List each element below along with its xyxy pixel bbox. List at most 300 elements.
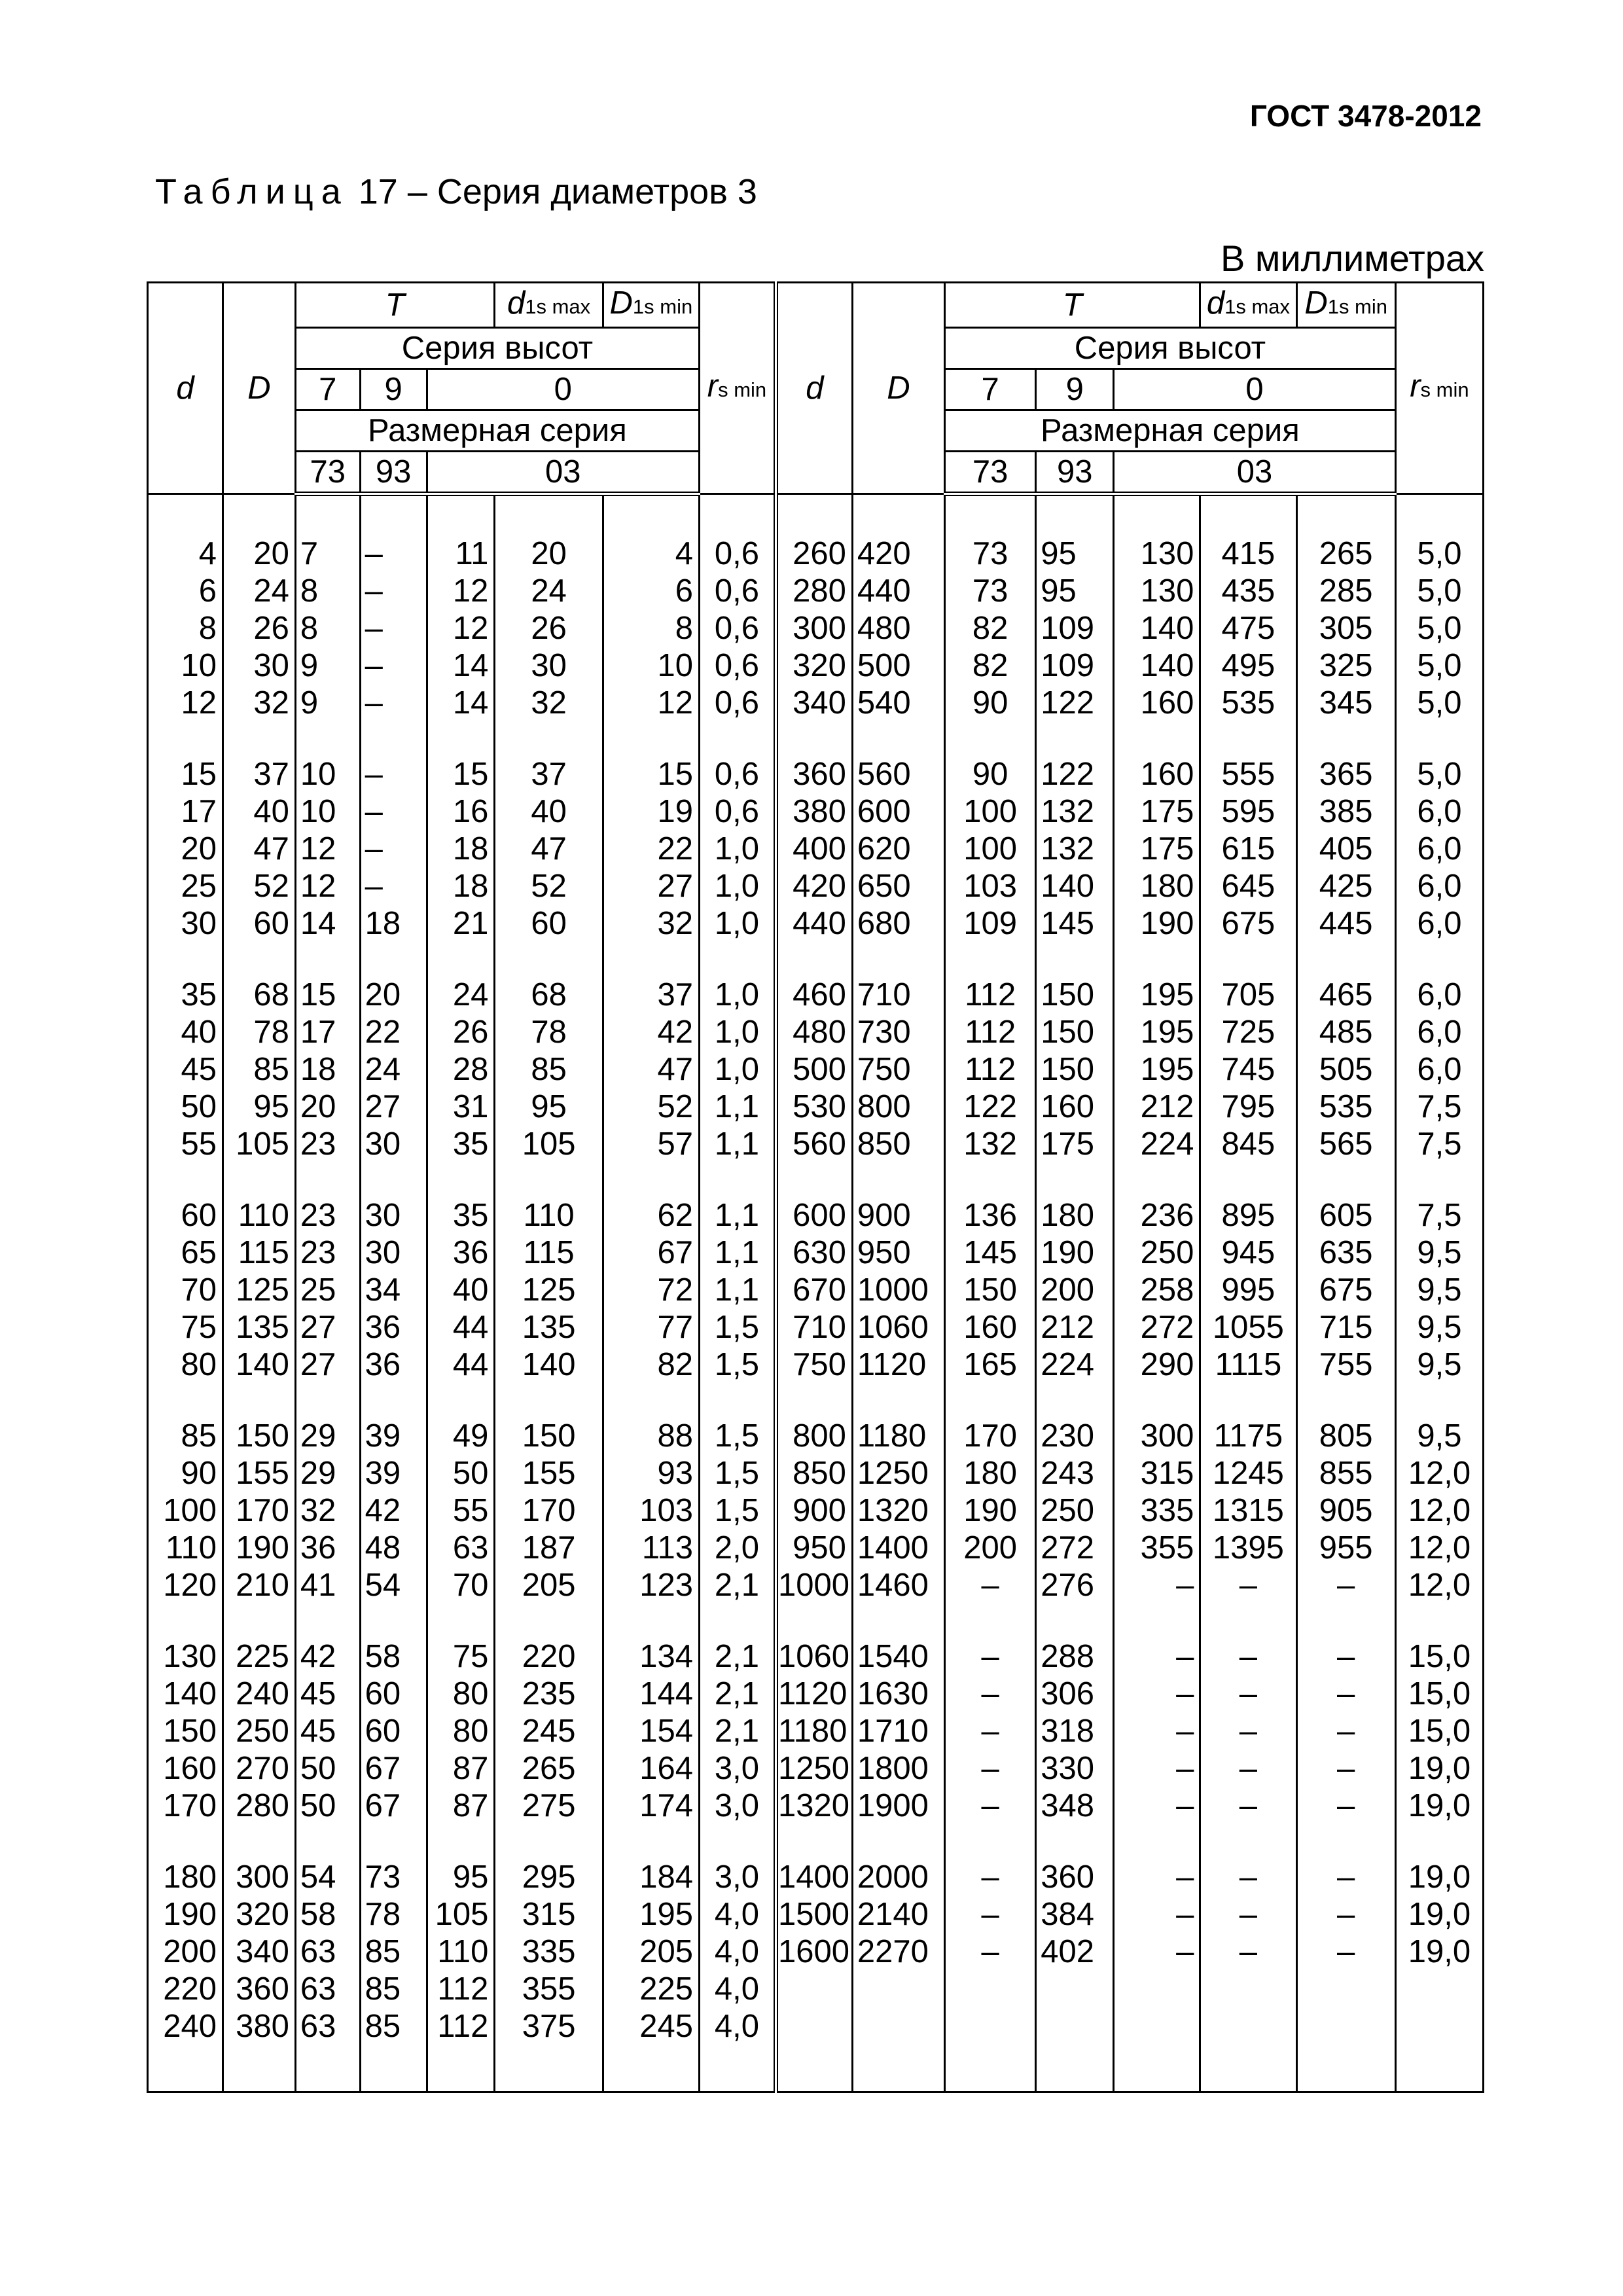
spacer-cell (427, 494, 495, 536)
spacer-cell (699, 494, 776, 536)
table-cell: 85 (360, 1933, 427, 1971)
table-cell: 29 (295, 1418, 360, 1455)
table-cell: 800 (852, 1088, 944, 1126)
spacer-cell (1296, 494, 1395, 536)
spacer-cell (223, 1604, 295, 1638)
table-cell: 140 (495, 1346, 603, 1384)
table-cell: 24 (427, 977, 495, 1014)
table-cell: 540 (852, 685, 944, 722)
table-cell: 122 (1036, 756, 1114, 793)
table-cell: 4,0 (699, 2008, 776, 2045)
table-cell: 250 (223, 1713, 295, 1750)
table-cell: 8 (295, 610, 360, 647)
table-cell: 23 (295, 1126, 360, 1163)
spacer-cell (1395, 1604, 1483, 1638)
table-cell: 190 (223, 1530, 295, 1567)
table-cell: 5,0 (1395, 685, 1483, 722)
table-cell: 36 (360, 1346, 427, 1384)
table-cell: 460 (776, 977, 852, 1014)
table-cell: 63 (295, 1933, 360, 1971)
table-cell: – (1114, 1676, 1200, 1713)
spacer-cell (148, 494, 223, 536)
spacer-cell (360, 1825, 427, 1859)
table-cell: 1600 (776, 1933, 852, 1971)
table-cell: 6,0 (1395, 905, 1483, 942)
table-cell: 40 (148, 1014, 223, 1051)
table-cell: 10 (603, 647, 699, 685)
table-cell: 155 (495, 1455, 603, 1492)
table-cell: 12 (603, 685, 699, 722)
table-cell: 750 (776, 1346, 852, 1384)
spacer-cell (1114, 722, 1200, 756)
col-T-header: T (295, 283, 495, 328)
table-cell: 30 (223, 647, 295, 685)
spacer-cell (603, 1604, 699, 1638)
table-cell: – (1296, 1713, 1395, 1750)
table-cell: 300 (223, 1859, 295, 1896)
table-cell: 109 (945, 905, 1036, 942)
table-cell: 150 (1036, 1014, 1114, 1051)
table-cell: – (1296, 1750, 1395, 1787)
table-cell: 184 (603, 1859, 699, 1896)
table-cell: 24 (223, 573, 295, 610)
spacer-cell (699, 2045, 776, 2092)
table-cell: 243 (1036, 1455, 1114, 1492)
table-cell: 1,0 (699, 905, 776, 942)
table-cell: 37 (223, 756, 295, 793)
spacer-cell (1296, 942, 1395, 977)
table-cell: 5,0 (1395, 647, 1483, 685)
table-cell: 180 (1114, 868, 1200, 905)
table-cell: 140 (1036, 868, 1114, 905)
table-cell: 27 (295, 1309, 360, 1346)
table-cell: 236 (1114, 1197, 1200, 1234)
table-cell: 1060 (776, 1638, 852, 1676)
table-cell: – (1200, 1676, 1296, 1713)
table-cell: 50 (295, 1787, 360, 1825)
table-cell: 44 (427, 1309, 495, 1346)
table-cell: 35 (427, 1197, 495, 1234)
table-cell (1036, 1971, 1114, 2008)
spacer-cell (148, 1384, 223, 1418)
spacer-cell (1395, 722, 1483, 756)
table-cell: 160 (945, 1309, 1036, 1346)
spacer-cell (603, 1163, 699, 1197)
spacer-cell (1036, 722, 1114, 756)
table-cell: 112 (427, 1971, 495, 2008)
spacer-cell (1036, 494, 1114, 536)
spacer-cell (223, 494, 295, 536)
table-cell: 123 (603, 1567, 699, 1604)
table-cell: 420 (852, 535, 944, 573)
table-cell: 45 (295, 1713, 360, 1750)
table-cell: 670 (776, 1272, 852, 1309)
table-cell: 155 (223, 1455, 295, 1492)
table-cell: 200 (1036, 1272, 1114, 1309)
table-cell: 1,5 (699, 1309, 776, 1346)
table-cell: 620 (852, 831, 944, 868)
spacer-cell (1114, 942, 1200, 977)
table-cell: 80 (427, 1713, 495, 1750)
table-cell: 6,0 (1395, 831, 1483, 868)
table-cell (852, 2008, 944, 2045)
table-cell: 200 (945, 1530, 1036, 1567)
table-cell: 100 (148, 1492, 223, 1530)
table-title (155, 171, 757, 212)
table-cell: 54 (360, 1567, 427, 1604)
table-cell: 42 (360, 1492, 427, 1530)
table-cell: 2,1 (699, 1713, 776, 1750)
table-cell: 315 (495, 1896, 603, 1933)
table-cell: 440 (776, 905, 852, 942)
table-cell: 22 (360, 1014, 427, 1051)
group-spacer (148, 1604, 1484, 1638)
table-cell: 535 (1200, 685, 1296, 722)
spacer-cell (945, 1384, 1036, 1418)
height-series-7-right: 7 (945, 369, 1036, 410)
table-cell: 1400 (776, 1859, 852, 1896)
group-spacer (148, 1825, 1484, 1859)
table-row (148, 1455, 1484, 1492)
spacer-cell (1395, 494, 1483, 536)
table-cell: 1,0 (699, 868, 776, 905)
table-cell: – (360, 685, 427, 722)
table-cell: 245 (603, 2008, 699, 2045)
table-cell: 12,0 (1395, 1530, 1483, 1567)
table-cell: – (1296, 1859, 1395, 1896)
table-cell: 0,6 (699, 610, 776, 647)
table-cell: 1540 (852, 1638, 944, 1676)
group-spacer (148, 942, 1484, 977)
table-cell: 103 (603, 1492, 699, 1530)
table-cell: 170 (495, 1492, 603, 1530)
table-cell: 70 (427, 1567, 495, 1604)
table-cell: 160 (1114, 685, 1200, 722)
table-cell: 125 (223, 1272, 295, 1309)
table-cell: 500 (776, 1051, 852, 1088)
table-cell: 145 (945, 1234, 1036, 1272)
table-cell: 122 (945, 1088, 1036, 1126)
table-cell: 645 (1200, 868, 1296, 905)
table-cell: 224 (1114, 1126, 1200, 1163)
spacer-cell (1114, 1604, 1200, 1638)
table-cell: – (1200, 1567, 1296, 1604)
table-cell: 32 (603, 905, 699, 942)
table-cell (776, 2008, 852, 2045)
table-cell: 950 (852, 1234, 944, 1272)
table-cell: 6,0 (1395, 868, 1483, 905)
table-cell: 180 (148, 1859, 223, 1896)
table-cell: 112 (945, 977, 1036, 1014)
table-cell: 212 (1036, 1309, 1114, 1346)
table-row (148, 1530, 1484, 1567)
table-cell: – (360, 793, 427, 831)
table-cell: 0,6 (699, 685, 776, 722)
table-cell: 400 (776, 831, 852, 868)
table-cell: 6 (603, 573, 699, 610)
table-cell: 105 (223, 1126, 295, 1163)
table-cell: 1,5 (699, 1346, 776, 1384)
table-cell: 235 (495, 1676, 603, 1713)
table-cell: 9,5 (1395, 1272, 1483, 1309)
dimension-series-73: 73 (295, 452, 360, 494)
table-cell: – (1114, 1896, 1200, 1933)
table-cell: 54 (295, 1859, 360, 1896)
table-cell: 78 (223, 1014, 295, 1051)
table-cell: 745 (1200, 1051, 1296, 1088)
table-cell: 87 (427, 1750, 495, 1787)
col-rs-min-header-right: rs min (1395, 283, 1483, 494)
table-cell: 300 (1114, 1418, 1200, 1455)
table-cell: 140 (1114, 610, 1200, 647)
table-cell: 55 (148, 1126, 223, 1163)
table-cell: 240 (223, 1676, 295, 1713)
height-series-0-right: 0 (1114, 369, 1396, 410)
table-cell: – (1114, 1933, 1200, 1971)
table-cell: 85 (148, 1418, 223, 1455)
table-cell: 2270 (852, 1933, 944, 1971)
table-cell: 405 (1296, 831, 1395, 868)
table-cell: 4,0 (699, 1933, 776, 1971)
table-cell: 16 (427, 793, 495, 831)
table-cell: 187 (495, 1530, 603, 1567)
table-cell: 1,1 (699, 1197, 776, 1234)
table-cell: – (1114, 1638, 1200, 1676)
table-cell: 1,1 (699, 1126, 776, 1163)
table-cell: 20 (295, 1088, 360, 1126)
table-cell: 11 (427, 535, 495, 573)
table-cell: 220 (495, 1638, 603, 1676)
table-cell: 68 (495, 977, 603, 1014)
spacer-cell (1114, 1163, 1200, 1197)
spacer-cell (148, 1604, 223, 1638)
table-cell: 17 (295, 1014, 360, 1051)
table-cell: 5,0 (1395, 535, 1483, 573)
spacer-cell (1395, 1384, 1483, 1418)
table-cell: 715 (1296, 1309, 1395, 1346)
table-cell: 50 (148, 1088, 223, 1126)
table-cell (1200, 2008, 1296, 2045)
table-cell: 275 (495, 1787, 603, 1825)
table-cell: 27 (603, 868, 699, 905)
table-cell: 45 (295, 1676, 360, 1713)
table-cell: 635 (1296, 1234, 1395, 1272)
height-series-label: Серия высот (295, 328, 699, 369)
table-row (148, 756, 1484, 793)
spacer-cell (852, 494, 944, 536)
table-cell: – (1200, 1933, 1296, 1971)
dimension-series-73-right: 73 (945, 452, 1036, 494)
table-cell: – (945, 1713, 1036, 1750)
spacer-cell (699, 1604, 776, 1638)
table-cell: 755 (1296, 1346, 1395, 1384)
table-cell: 258 (1114, 1272, 1200, 1309)
table-cell: 125 (495, 1272, 603, 1309)
table-cell: 85 (495, 1051, 603, 1088)
table-cell: 40 (223, 793, 295, 831)
table-row (148, 1088, 1484, 1126)
spacer-cell (495, 942, 603, 977)
height-series-9: 9 (360, 369, 427, 410)
table-cell: 480 (776, 1014, 852, 1051)
table-cell: 225 (223, 1638, 295, 1676)
table-cell: 3,0 (699, 1750, 776, 1787)
table-cell: 30 (360, 1126, 427, 1163)
spacer-cell (945, 1604, 1036, 1638)
table-cell: – (360, 647, 427, 685)
col-d-header-right: d (776, 283, 852, 494)
spacer-cell (495, 1163, 603, 1197)
table-cell: 905 (1296, 1492, 1395, 1530)
table-cell: 205 (495, 1567, 603, 1604)
table-cell (945, 2008, 1036, 2045)
table-cell: 615 (1200, 831, 1296, 868)
table-cell: 195 (1114, 1014, 1200, 1051)
table-cell: 24 (495, 573, 603, 610)
table-cell: – (1200, 1638, 1296, 1676)
spacer-cell (852, 942, 944, 977)
table-cell: 1250 (776, 1750, 852, 1787)
table-cell: 15 (148, 756, 223, 793)
table-cell (945, 1971, 1036, 2008)
spacer-cell (852, 1604, 944, 1638)
table-cell: 725 (1200, 1014, 1296, 1051)
table-cell: 132 (1036, 831, 1114, 868)
table-cell: – (360, 610, 427, 647)
spacer-cell (699, 722, 776, 756)
table-cell: 73 (945, 535, 1036, 573)
spacer-cell (776, 1604, 852, 1638)
table-cell: 900 (776, 1492, 852, 1530)
table-cell: – (1114, 1787, 1200, 1825)
table-cell: 103 (945, 868, 1036, 905)
table-cell: 165 (945, 1346, 1036, 1384)
table-cell: 1245 (1200, 1455, 1296, 1492)
table-cell: 41 (295, 1567, 360, 1604)
col-rs-min-header: rs min (699, 283, 776, 494)
spacer-cell (776, 2045, 852, 2092)
table-cell: 12,0 (1395, 1492, 1483, 1530)
dimension-series-93-right: 93 (1036, 452, 1114, 494)
spacer-cell (1200, 494, 1296, 536)
table-cell: 82 (945, 610, 1036, 647)
table-cell: 420 (776, 868, 852, 905)
table-cell: 160 (1036, 1088, 1114, 1126)
group-spacer (148, 1384, 1484, 1418)
spacer-cell (776, 1825, 852, 1859)
table-cell: 320 (776, 647, 852, 685)
table-cell: 49 (427, 1418, 495, 1455)
spacer-cell (1200, 722, 1296, 756)
table-row (148, 1418, 1484, 1455)
table-cell: 7,5 (1395, 1126, 1483, 1163)
table-cell: 560 (776, 1126, 852, 1163)
table-cell: 190 (148, 1896, 223, 1933)
table-cell (1200, 1971, 1296, 2008)
spacer-cell (360, 494, 427, 536)
table-cell: 1,0 (699, 1014, 776, 1051)
table-cell: 87 (427, 1787, 495, 1825)
spacer-cell (223, 1825, 295, 1859)
table-cell: 1180 (852, 1418, 944, 1455)
table-row (148, 1014, 1484, 1051)
table-cell: 12 (427, 610, 495, 647)
table-cell: 60 (223, 905, 295, 942)
table-cell: 20 (495, 535, 603, 573)
table-cell: 2140 (852, 1896, 944, 1933)
bearing-dimensions-table (147, 281, 1484, 2093)
table-cell: 630 (776, 1234, 852, 1272)
spacer-cell (603, 942, 699, 977)
table-row (148, 868, 1484, 905)
table-cell: 48 (360, 1530, 427, 1567)
table-cell: 805 (1296, 1418, 1395, 1455)
table-cell: 60 (360, 1676, 427, 1713)
table-cell: 555 (1200, 756, 1296, 793)
spacer-cell (603, 2045, 699, 2092)
table-cell: 220 (148, 1971, 223, 2008)
table-cell: 900 (852, 1197, 944, 1234)
table-cell: 750 (852, 1051, 944, 1088)
table-cell: – (945, 1676, 1036, 1713)
table-cell: – (1296, 1787, 1395, 1825)
table-cell: 10 (148, 647, 223, 685)
spacer-cell (427, 942, 495, 977)
table-cell: 12 (295, 868, 360, 905)
spacer-cell (699, 1384, 776, 1418)
table-cell: 67 (360, 1787, 427, 1825)
table-row (148, 1492, 1484, 1530)
spacer-cell (603, 1384, 699, 1418)
table-cell: 485 (1296, 1014, 1395, 1051)
table-cell: 36 (427, 1234, 495, 1272)
table-cell: 1,5 (699, 1492, 776, 1530)
spacer-cell (427, 1604, 495, 1638)
table-cell: 306 (1036, 1676, 1114, 1713)
table-cell: 95 (427, 1859, 495, 1896)
table-cell: 270 (223, 1750, 295, 1787)
table-cell: 2000 (852, 1859, 944, 1896)
table-cell (776, 1971, 852, 2008)
table-cell: 1180 (776, 1713, 852, 1750)
table-cell: 530 (776, 1088, 852, 1126)
table-cell: 9,5 (1395, 1346, 1483, 1384)
table-cell: 78 (360, 1896, 427, 1933)
table-cell: 27 (360, 1088, 427, 1126)
table-cell: 795 (1200, 1088, 1296, 1126)
table-cell: 318 (1036, 1713, 1114, 1750)
table-cell: 62 (603, 1197, 699, 1234)
table-cell: 1250 (852, 1455, 944, 1492)
spacer-cell (148, 1163, 223, 1197)
spacer-cell (1114, 1825, 1200, 1859)
table-cell: – (360, 535, 427, 573)
table-cell: 100 (945, 793, 1036, 831)
table-cell: 42 (295, 1638, 360, 1676)
table-cell: 280 (776, 573, 852, 610)
table-cell: 380 (223, 2008, 295, 2045)
spacer-cell (295, 1825, 360, 1859)
table-cell: 115 (495, 1234, 603, 1272)
table-cell: 68 (223, 977, 295, 1014)
table-cell: 90 (148, 1455, 223, 1492)
table-cell: 402 (1036, 1933, 1114, 1971)
table-cell: 36 (295, 1530, 360, 1567)
table-row (148, 1234, 1484, 1272)
table-cell: 1115 (1200, 1346, 1296, 1384)
table-cell: 19,0 (1395, 1933, 1483, 1971)
table-cell: 4,0 (699, 1896, 776, 1933)
